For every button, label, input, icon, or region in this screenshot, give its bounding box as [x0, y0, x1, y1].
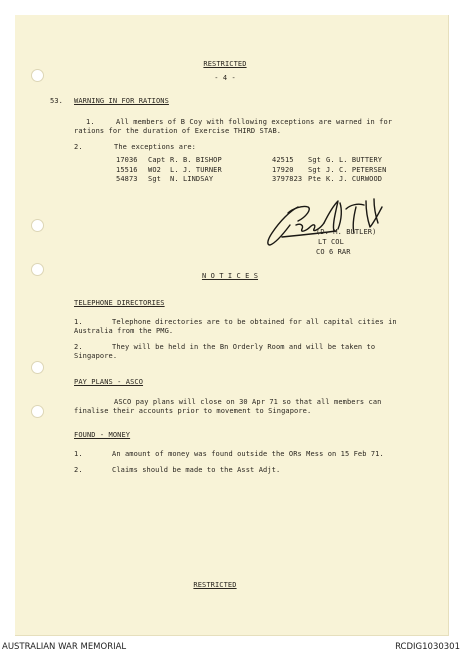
notice-title: TELEPHONE DIRECTORIES [74, 299, 165, 307]
rank: Sgt [308, 166, 321, 174]
member-name: K. J. CURWOOD [326, 175, 383, 183]
para-number: 1. [74, 318, 83, 326]
rank: Sgt [148, 175, 161, 183]
punch-hole [31, 69, 44, 82]
notice-title: FOUND - MONEY [74, 431, 131, 439]
service-number: 17036 [116, 156, 138, 164]
punch-hole [31, 219, 44, 232]
para-text: All members of B Coy with following exceptions are warned in for [116, 118, 393, 126]
para-text: Australia from the PMG. [74, 327, 174, 335]
notice-title: PAY PLANS - ASCO [74, 378, 144, 386]
para-text: ASCO pay plans will close on 30 Apr 71 so that all members can [114, 398, 382, 406]
signatory-unit: CO 6 RAR [316, 248, 351, 256]
member-name: J. C. PETERSEN [326, 166, 387, 174]
punch-hole [31, 361, 44, 374]
para-text: Telephone directories are to be obtained for all capital cities in [112, 318, 397, 326]
para-text: Singapore. [74, 352, 118, 360]
service-number: 3797823 [272, 175, 303, 183]
classification-header: RESTRICTED [203, 60, 247, 68]
para-text: finalise their accounts prior to movement to Singapore. [74, 407, 312, 415]
para-text: An amount of money was found outside the ORs Mess on 15 Feb 71. [112, 450, 384, 458]
para-number: 2. [74, 466, 83, 474]
service-number: 54873 [116, 175, 138, 183]
archive-footer [0, 640, 463, 654]
para-text: Claims should be made to the Asst Adjt. [112, 466, 281, 474]
rank: Sgt [308, 156, 321, 164]
rank: WO2 [148, 166, 161, 174]
para-text: They will be held in the Bn Orderly Room and will be taken to [112, 343, 376, 351]
service-number: 15516 [116, 166, 138, 174]
member-name: R. B. BISHOP [170, 156, 222, 164]
punch-hole [31, 263, 44, 276]
notices-heading: N O T I C E S [201, 272, 259, 280]
member-name: L. J. TURNER [170, 166, 222, 174]
para-number: 1. [74, 450, 83, 458]
para-number: 2. [74, 343, 83, 351]
rank: Capt [148, 156, 166, 164]
punch-hole [31, 405, 44, 418]
para-text: rations for the duration of Exercise THIRD STAB. [74, 127, 282, 135]
para-number: 2. [74, 143, 83, 151]
rank: Pte [308, 175, 321, 183]
classification-footer: RESTRICTED [193, 581, 237, 589]
archive-name: AUSTRALIAN WAR MEMORIAL [2, 642, 127, 652]
archive-reference: RCDIG1030301 [395, 642, 460, 652]
signatory-rank: LT COL [318, 238, 344, 246]
service-number: 42515 [272, 156, 294, 164]
para-number: 1. [86, 118, 95, 126]
signatory-name: (D. M. BUTLER) [316, 228, 377, 236]
member-name: N. LINDSAY [170, 175, 214, 183]
section-number: 53. [50, 97, 63, 105]
service-number: 17920 [272, 166, 294, 174]
para-text: The exceptions are: [114, 143, 196, 151]
member-name: G. L. BUTTERY [326, 156, 383, 164]
section-title: WARNING IN FOR RATIONS [74, 97, 169, 105]
page-number: - 4 - [214, 74, 236, 82]
